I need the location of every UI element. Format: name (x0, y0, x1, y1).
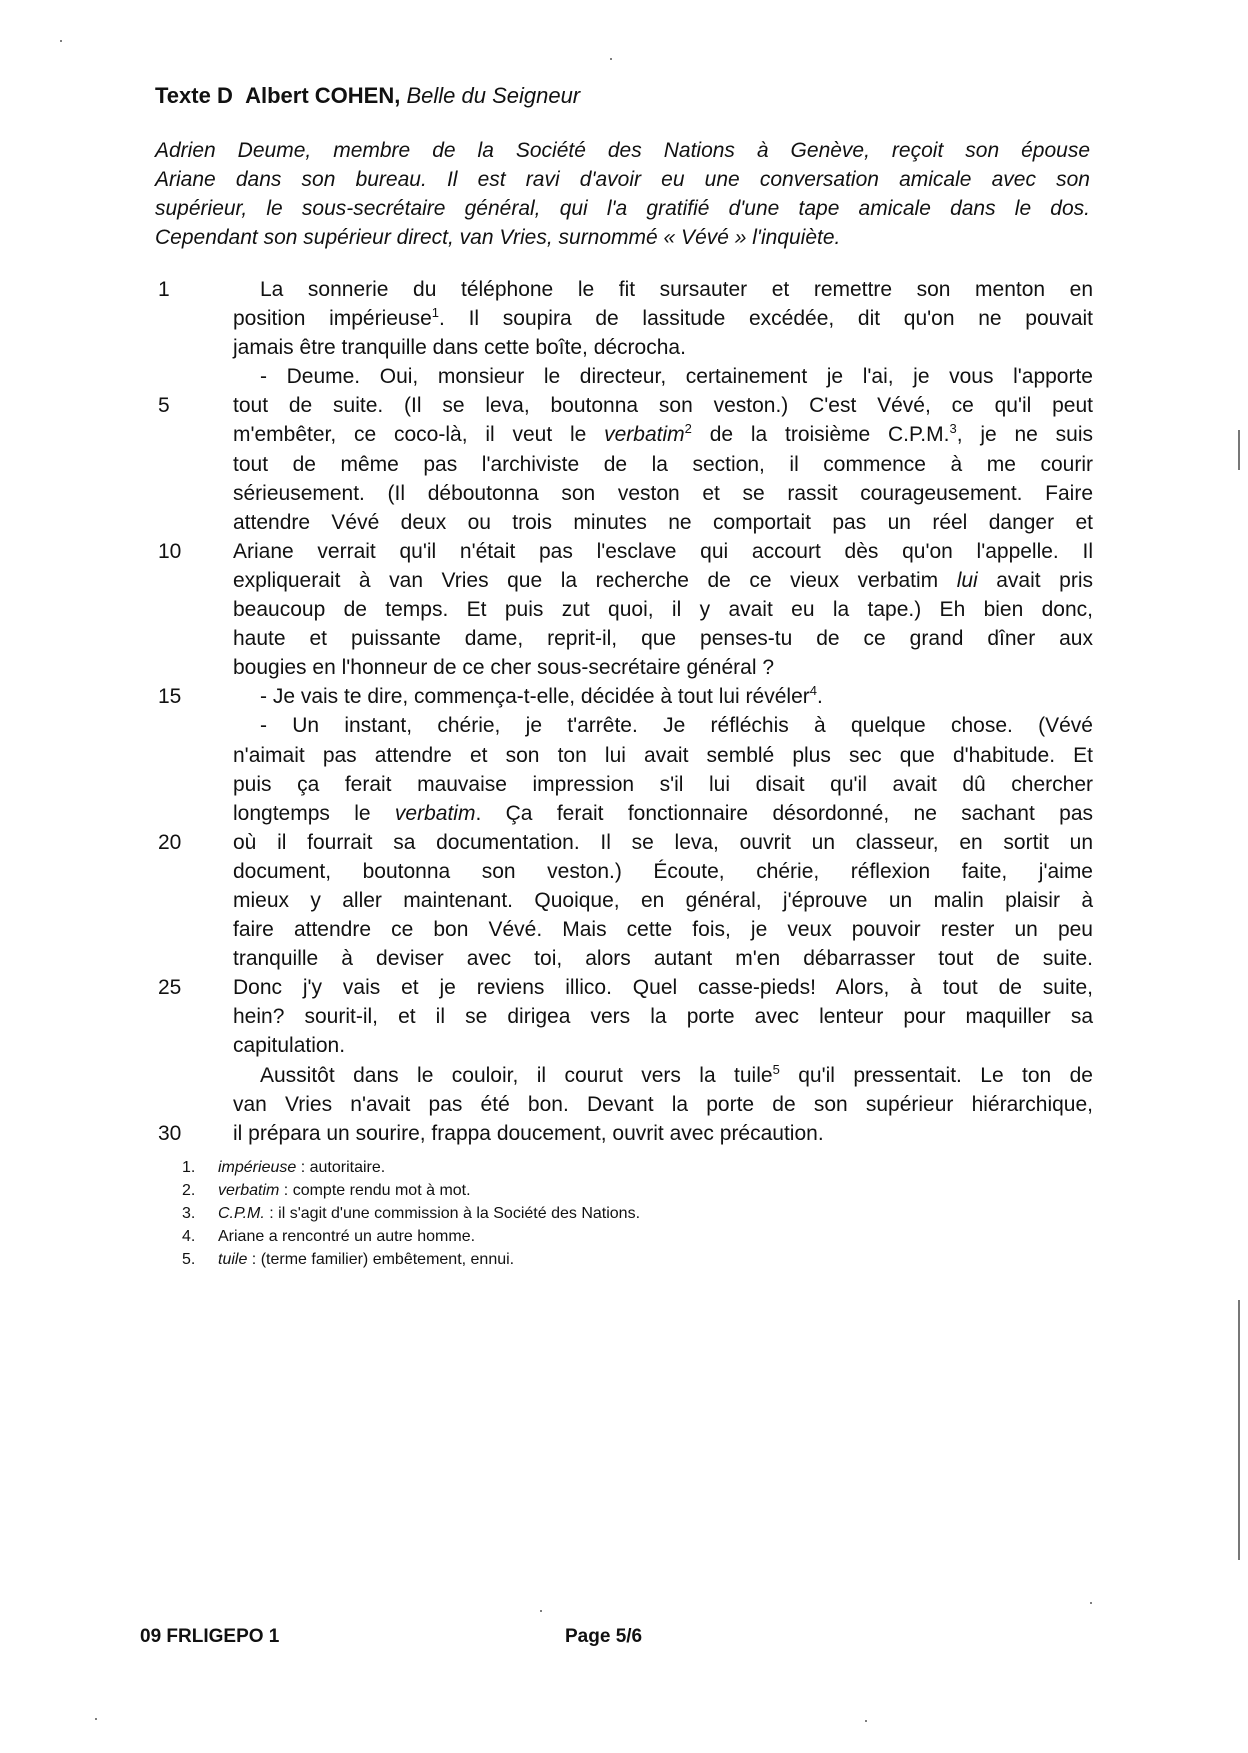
footnote-number: 2. (182, 1182, 196, 1199)
document-heading (155, 83, 580, 109)
line-segment: m'embêter, ce coco-là, il veut le (233, 423, 605, 447)
line-text (233, 682, 1093, 711)
footnote-number: 5. (182, 1251, 196, 1268)
line-segment: expliquerait à van Vries que la recherche de ce vieux verbatim (233, 568, 957, 592)
line-number: 25 (158, 976, 182, 1000)
italic-word: verbatim (604, 423, 685, 447)
passage-line (158, 886, 1093, 915)
line-segment: . (816, 685, 823, 709)
line-text (233, 537, 1093, 566)
line-text (233, 450, 1093, 479)
passage-text (158, 275, 1093, 1148)
scan-speck (60, 40, 62, 42)
line-text (233, 1090, 1093, 1119)
passage-line (158, 362, 1093, 391)
line-segment: - Je vais te dire, commença-t-elle, décidée à tout lui révéler (260, 685, 810, 709)
line-text (233, 508, 1093, 537)
line-segment: qu'il pressentait. Le ton de (779, 1063, 1093, 1087)
line-segment: mieux y aller maintenant. Quoique, en général, j'éprouve un malin plaisir à (233, 888, 1093, 912)
scan-edge-mark (1238, 1300, 1240, 1560)
line-number: 30 (158, 1121, 182, 1145)
line-text (233, 479, 1093, 508)
line-segment: tout de suite. (Il se leva, boutonna son veston.) C'est Vévé, ce qu'il peut (233, 394, 1093, 418)
passage-line (158, 275, 1093, 304)
line-text (233, 1119, 1093, 1148)
line-text (233, 624, 1093, 653)
passage-line (158, 508, 1093, 537)
page-number: Page 5/6 (565, 1626, 643, 1647)
passage-line (158, 450, 1093, 479)
footnote-definition: : autoritaire. (296, 1159, 386, 1176)
intro-line: Ariane dans son bureau. Il est ravi d'avoir eu une conversation amicale avec son (155, 168, 1090, 191)
line-segment: puis ça ferait mauvaise impression s'il lui disait qu'il avait dû chercher (233, 772, 1093, 796)
line-segment: n'aimait pas attendre et son ton lui avait semblé plus sec que d'habitude. Et (233, 743, 1093, 767)
line-text (233, 741, 1093, 770)
line-text (233, 973, 1093, 1002)
line-text (233, 711, 1093, 740)
line-text (233, 944, 1093, 973)
line-text (233, 828, 1093, 857)
passage-line (158, 711, 1093, 740)
line-text (233, 886, 1093, 915)
footnote (182, 1179, 640, 1202)
footnote-ref: 2 (684, 421, 692, 437)
line-segment: haute et puissante dame, reprit-il, que penses-tu de ce grand dîner aux (233, 627, 1093, 651)
footnote-term: tuile (218, 1251, 248, 1268)
passage-line (158, 566, 1093, 595)
footnote-ref: 5 (772, 1061, 780, 1077)
footnote-definition: : (terme familier) embêtement, ennui. (247, 1251, 515, 1268)
line-segment: il prépara un sourire, frappa doucement, ouvrit avec précaution. (233, 1121, 824, 1145)
passage-line (158, 741, 1093, 770)
work-title: Belle du Seigneur (406, 83, 581, 108)
passage-line (158, 1090, 1093, 1119)
passage-line (158, 653, 1093, 682)
passage-line (158, 304, 1093, 333)
line-segment: Ariane verrait qu'il n'était pas l'esclave qui accourt dès qu'on l'appelle. Il (233, 539, 1093, 563)
line-segment: , je ne suis (956, 423, 1093, 447)
footnote-number: 1. (182, 1159, 196, 1176)
footnote-definition: Ariane a rencontré un autre homme. (218, 1228, 476, 1245)
passage-line (158, 624, 1093, 653)
footnote-ref: 4 (809, 683, 817, 699)
line-number: 20 (158, 830, 182, 854)
line-text (233, 595, 1093, 624)
line-text (233, 420, 1093, 449)
footnote (182, 1156, 640, 1179)
line-text (233, 770, 1093, 799)
scan-speck (610, 58, 612, 60)
intro-line: Adrien Deume, membre de la Société des Nations à Genève, reçoit son épouse (155, 139, 1090, 162)
italic-word: lui (956, 568, 978, 592)
passage-line (158, 420, 1093, 449)
line-segment: jamais être tranquille dans cette boîte, décrocha. (233, 336, 686, 360)
passage-line (158, 333, 1093, 362)
line-segment: van Vries n'avait pas été bon. Devant la porte de son supérieur hiérarchique, (233, 1092, 1093, 1116)
passage-line (158, 944, 1093, 973)
line-number: 10 (158, 539, 182, 563)
footnote (182, 1248, 640, 1271)
line-number: 15 (158, 685, 182, 709)
intro-line: supérieur, le sous-secrétaire général, qui l'a gratifié d'une tape amicale dans le dos. (155, 197, 1090, 220)
line-segment: capitulation. (233, 1034, 346, 1058)
line-segment: beaucoup de temps. Et puis zut quoi, il y avait eu la tape.) Eh bien donc, (233, 598, 1093, 622)
footnote-ref: 1 (431, 305, 440, 321)
line-text (233, 275, 1093, 304)
scan-speck (95, 1718, 97, 1720)
scan-speck (540, 1610, 542, 1612)
line-text (233, 857, 1093, 886)
passage-line (158, 391, 1093, 420)
line-text (233, 362, 1093, 391)
line-segment: - Deume. Oui, monsieur le directeur, certainement je l'ai, je vous l'apporte (260, 365, 1093, 389)
line-segment: tranquille à deviser avec toi, alors autant m'en débarrasser tout de suite. (233, 947, 1093, 971)
footnote-definition: : compte rendu mot à mot. (279, 1182, 471, 1199)
passage-line (158, 1002, 1093, 1031)
footnote-term: impérieuse (218, 1159, 297, 1176)
line-text (233, 333, 1093, 362)
line-segment: faire attendre ce bon Vévé. Mais cette fois, je veux pouvoir rester un peu (233, 918, 1093, 942)
line-text (233, 915, 1093, 944)
line-segment: où il fourrait sa documentation. Il se leva, ouvrit un classeur, en sortit un (233, 830, 1093, 854)
passage-line (158, 857, 1093, 886)
scan-speck (865, 1720, 867, 1722)
line-segment: longtemps le (233, 801, 395, 825)
line-text (233, 566, 1093, 595)
line-text (233, 653, 1093, 682)
line-segment: . Ça ferait fonctionnaire désordonné, ne sachant pas (475, 801, 1093, 825)
passage-line (158, 479, 1093, 508)
line-text (233, 1031, 1093, 1060)
line-segment: bougies en l'honneur de ce cher sous-secrétaire général ? (233, 656, 775, 680)
intro-line: Cependant son supérieur direct, van Vries, surnommé « Vévé » l'inquiète. (155, 226, 841, 249)
line-segment: Aussitôt dans le couloir, il courut vers la tuile (260, 1063, 773, 1087)
passage-line (158, 1061, 1093, 1090)
footnote-number: 4. (182, 1228, 196, 1245)
passage-line (158, 1119, 1093, 1148)
footnotes (182, 1156, 640, 1271)
scan-edge-mark (1238, 430, 1240, 470)
line-segment: La sonnerie du téléphone le fit sursauter et remettre son menton en (260, 278, 1093, 301)
text-label: Texte D (155, 83, 233, 108)
line-number: 5 (158, 394, 170, 418)
line-segment: document, boutonna son veston.) Écoute, chérie, réflexion faite, j'aime (233, 859, 1093, 883)
footnote-definition: : il s'agit d'une commission à la Société des Nations. (264, 1205, 641, 1222)
italic-word: verbatim (394, 801, 476, 825)
line-segment: position impérieuse (233, 307, 432, 331)
line-segment: avait pris (977, 568, 1093, 592)
scan-speck (1090, 1602, 1092, 1604)
line-number: 1 (158, 278, 170, 301)
line-segment: tout de même pas l'archiviste de la section, il commence à me courir (233, 452, 1093, 476)
footnote-term: C.P.M. (218, 1205, 265, 1222)
line-text (233, 1061, 1093, 1090)
footnote (182, 1225, 640, 1248)
line-segment: hein? sourit-il, et il se dirigea vers la porte avec lenteur pour maquiller sa (233, 1005, 1093, 1029)
footnote (182, 1202, 640, 1225)
author-name: Albert COHEN, (245, 83, 401, 108)
line-text (233, 391, 1093, 420)
intro-paragraph (155, 136, 1090, 252)
line-text (233, 304, 1093, 333)
line-segment: . Il soupira de lassitude excédée, dit qu'on ne pouvait (439, 307, 1093, 331)
passage-line (158, 915, 1093, 944)
line-segment: attendre Vévé deux ou trois minutes ne comportait pas un réel danger et (233, 510, 1093, 534)
line-segment: Donc j'y vais et je reviens illico. Quel casse-pieds! Alors, à tout de suite, (233, 976, 1093, 1000)
footnote-ref: 3 (949, 421, 957, 437)
line-segment: sérieusement. (Il déboutonna son veston et se rassit courageusement. Faire (233, 481, 1093, 505)
line-segment: - Un instant, chérie, je t'arrête. Je réfléchis à quelque chose. (Vévé (260, 714, 1093, 738)
passage-line (158, 973, 1093, 1002)
passage-line (158, 537, 1093, 566)
footnote-term: verbatim (218, 1182, 280, 1199)
passage-line (158, 770, 1093, 799)
footnote-number: 3. (182, 1205, 196, 1222)
line-text (233, 1002, 1093, 1031)
passage-line (158, 799, 1093, 828)
passage-line (158, 595, 1093, 624)
passage-line (158, 1031, 1093, 1060)
document-code: 09 FRLIGEPO 1 (140, 1626, 280, 1647)
passage-line (158, 828, 1093, 857)
line-segment: de la troisième C.P.M. (691, 423, 950, 447)
line-text (233, 799, 1093, 828)
passage-line (158, 682, 1093, 711)
